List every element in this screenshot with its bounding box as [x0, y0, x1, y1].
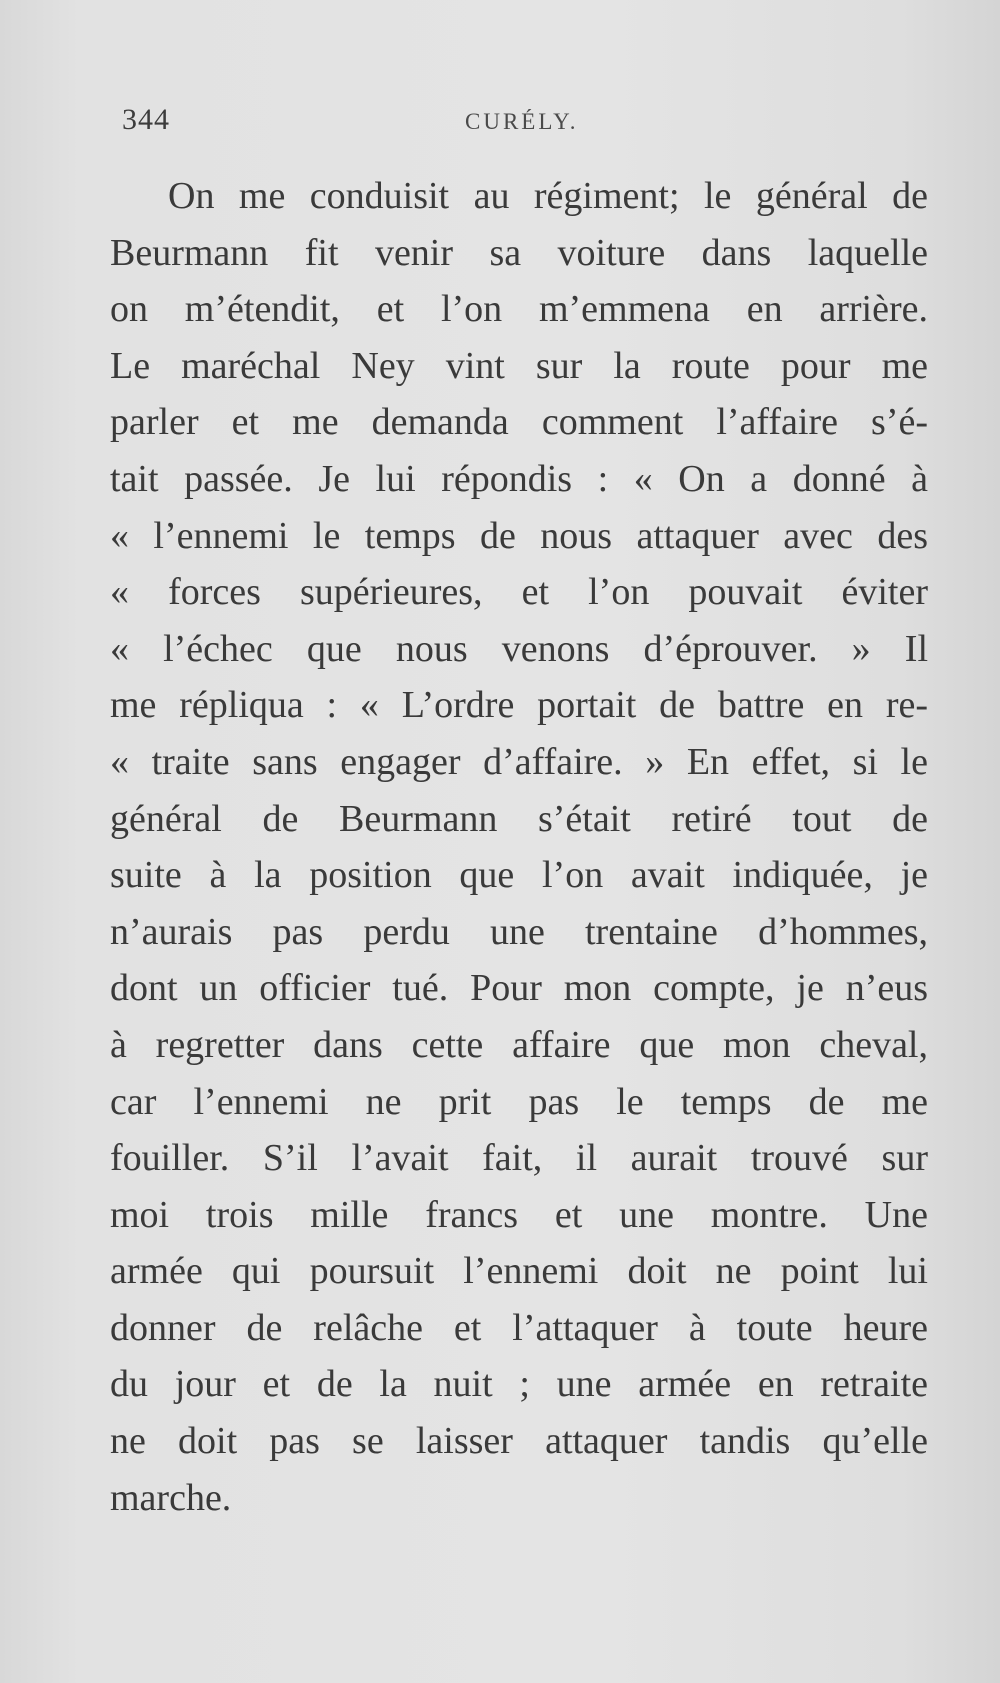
text-line: fouiller. S’il l’avait fait, il aurait trouvé sur [110, 1137, 928, 1180]
text-line: On me conduisit au régiment; le général de [168, 175, 928, 217]
text-line: « traite sans engager d’affaire. » En effet, si le [110, 740, 928, 783]
text-line: armée qui poursuit l’ennemi doit ne point lui [110, 1250, 928, 1293]
running-title: CURÉLY. [465, 109, 579, 134]
text-line: « l’échec que nous venons d’éprouver. » Il [110, 627, 928, 670]
text-line: à regretter dans cette affaire que mon cheval, [110, 1023, 928, 1066]
text-line: donner de relâche et l’attaquer à toute heure [110, 1306, 928, 1349]
text-line: Beurmann fit venir sa voiture dans laquelle [110, 231, 928, 274]
text-line: parler et me demanda comment l’affaire s’é- [110, 401, 928, 444]
body-text [110, 168, 928, 1526]
text-line: car l’ennemi ne prit pas le temps de me [110, 1080, 928, 1123]
text-line: on m’étendit, et l’on m’emmena en arrière. [110, 288, 928, 331]
text-line: du jour et de la nuit ; une armée en retraite [110, 1363, 928, 1406]
running-head [110, 103, 870, 143]
text-line: ne doit pas se laisser attaquer tandis qu’elle [110, 1420, 928, 1463]
text-line: tait passée. Je lui répondis : « On a donné à [110, 457, 928, 500]
text-line: suite à la position que l’on avait indiquée, je [110, 854, 928, 897]
text-line: marche. [110, 1476, 232, 1519]
text-line: « l’ennemi le temps de nous attaquer avec des [110, 514, 928, 557]
text-line: « forces supérieures, et l’on pouvait éviter [110, 571, 928, 614]
text-line: n’aurais pas perdu une trentaine d’hommes, [110, 910, 928, 953]
page-number: 344 [122, 103, 170, 136]
text-line: moi trois mille francs et une montre. Une [110, 1193, 928, 1236]
text-line: me répliqua : « L’ordre portait de battre en re- [110, 684, 928, 727]
text-line: dont un officier tué. Pour mon compte, je n’eus [110, 967, 928, 1010]
text-line: général de Beurmann s’était retiré tout de [110, 797, 928, 840]
text-line: Le maréchal Ney vint sur la route pour me [110, 344, 928, 387]
